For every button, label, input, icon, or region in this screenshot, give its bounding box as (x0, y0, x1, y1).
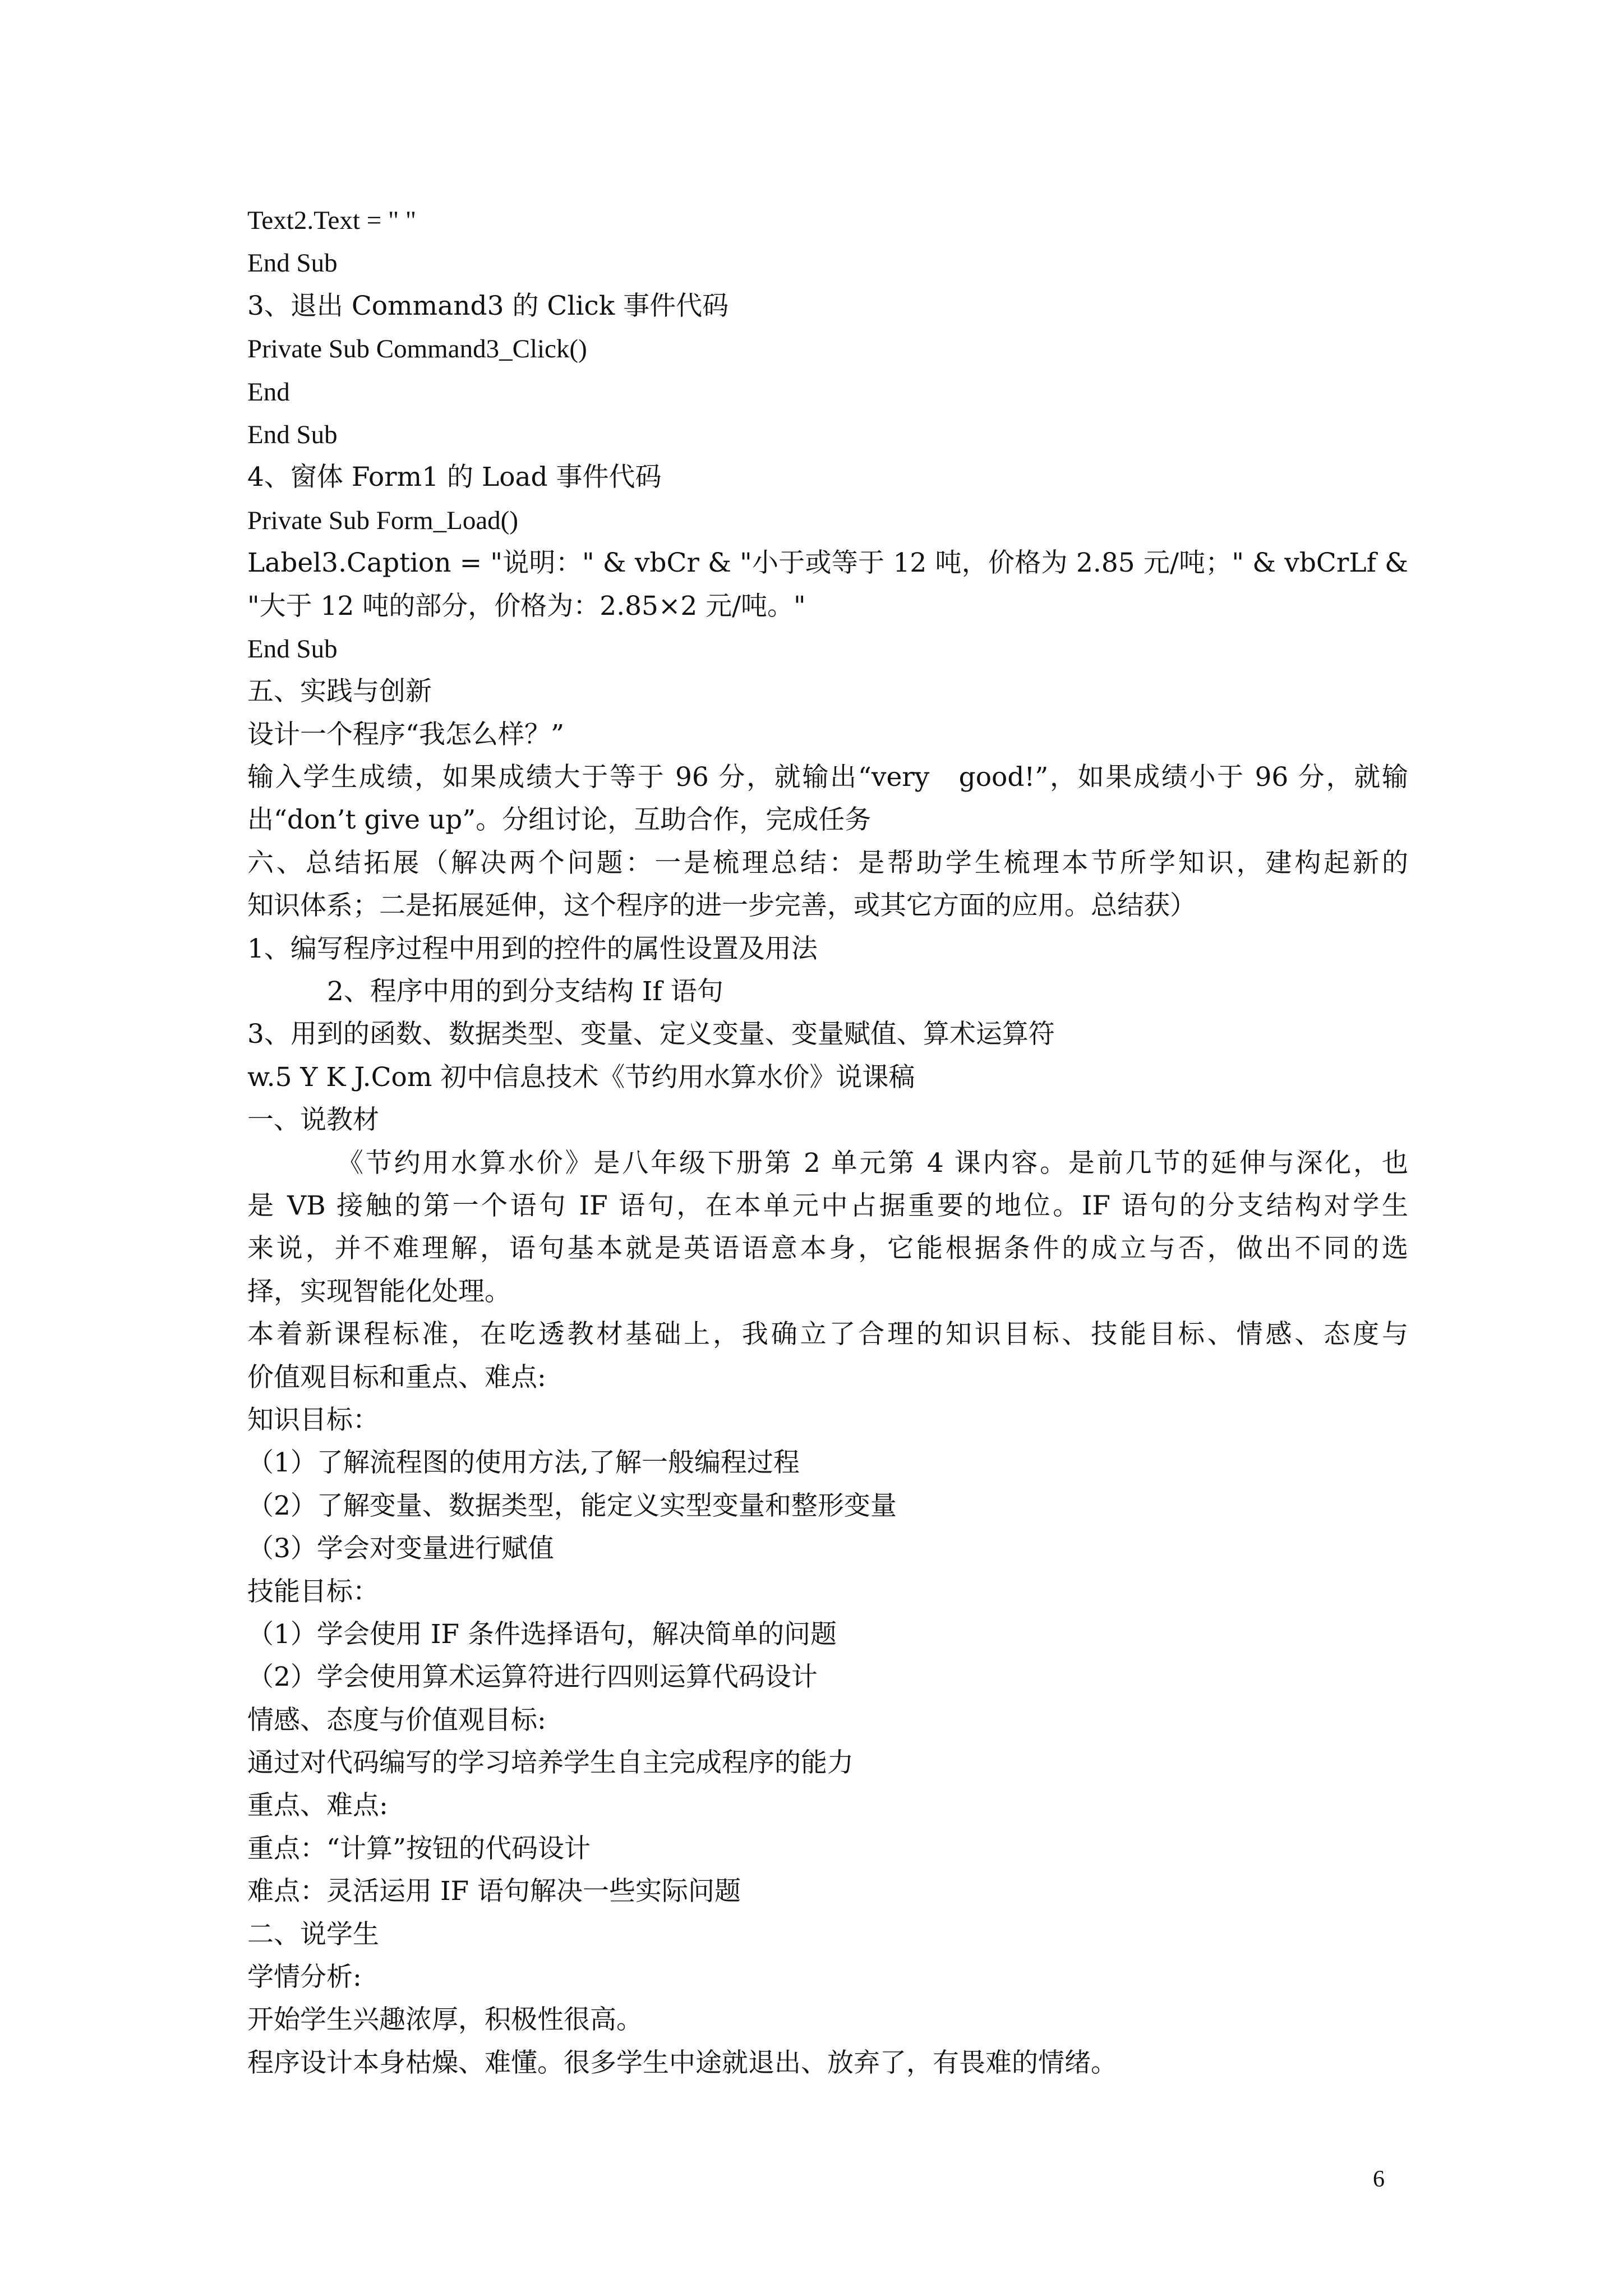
document-body (247, 199, 1408, 2085)
subheading: 重点、难点: (247, 1790, 388, 1821)
paragraph-line: 输入学生成绩，如果成绩大于等于 96 分，就输出“very good!”，如果成绩小于 96 分，就输 (247, 762, 1408, 793)
document-title-line: w.5 Y K J.Com 初中信息技术《节约用水算水价》说课稿 (247, 1061, 915, 1093)
subheading: 学情分析: (247, 1962, 362, 1993)
paragraph-line: 重点：“计算”按钮的代码设计 (247, 1833, 591, 1864)
list-item: 1、编写程序过程中用到的控件的属性设置及用法 (247, 933, 818, 964)
paragraph-line: 本着新课程标准，在吃透教材基础上，我确立了合理的知识目标、技能目标、情感、态度与 (247, 1319, 1408, 1350)
list-item: 2、程序中用的到分支结构 If 语句 (327, 976, 723, 1007)
code-line: "大于 12 吨的部分，价格为：2.85×2 元/吨。" (247, 590, 806, 622)
code-line: Label3.Caption = "说明：" & vbCr & "小于或等于 12 吨，价格为 2.85 元/吨；" & vbCrLf & (247, 547, 1408, 579)
code-line: Text2.Text = " " (247, 206, 417, 235)
code-line: Private Sub Command3_Click() (247, 334, 587, 364)
paragraph-line: 开始学生兴趣浓厚，积极性很高。 (247, 2004, 643, 2036)
list-item: （1）学会使用 IF 条件选择语句，解决简单的问题 (247, 1618, 837, 1650)
subheading: 技能目标： (247, 1576, 379, 1607)
paragraph-line: 难点：灵活运用 IF 语句解决一些实际问题 (247, 1876, 741, 1907)
list-item: （3）学会对变量进行赋值 (247, 1533, 554, 1565)
code-line: End Sub (247, 420, 338, 449)
paragraph-line: 《节约用水算水价》是八年级下册第 2 单元第 4 课内容。是前几节的延伸与深化，也 (337, 1147, 1408, 1179)
paragraph-line: 程序设计本身枯燥、难懂。很多学生中途就退出、放弃了，有畏难的情绪。 (247, 2047, 1117, 2078)
code-line: End Sub (247, 249, 338, 278)
section-item: 3、退出 Command3 的 Click 事件代码 (247, 290, 729, 321)
list-item: 3、用到的函数、数据类型、变量、定义变量、变量赋值、算术运算符 (247, 1019, 1055, 1050)
paragraph-line: 是 VB 接触的第一个语句 IF 语句，在本单元中占据重要的地位。IF 语句的分支结构对学生 (247, 1190, 1408, 1221)
section-heading: 五、实践与创新 (247, 676, 432, 707)
code-line: End (247, 377, 290, 407)
subheading: 情感、态度与价值观目标: (247, 1704, 546, 1736)
code-line: End Sub (247, 634, 338, 664)
code-line: Private Sub Form_Load() (247, 505, 518, 535)
paragraph-line: 出“don’t give up”。分组讨论，互助合作，完成任务 (247, 804, 872, 836)
section-item: 4、窗体 Form1 的 Load 事件代码 (247, 462, 662, 493)
section-heading: 一、说教材 (247, 1105, 379, 1136)
paragraph-line: 设计一个程序“我怎么样？” (247, 719, 565, 750)
page-number: 6 (1373, 2166, 1385, 2192)
list-item: （2）了解变量、数据类型，能定义实型变量和整形变量 (247, 1490, 897, 1521)
section-heading: 二、说学生 (247, 1918, 379, 1950)
paragraph-line: 来说，并不难理解，语句基本就是英语语意本身，它能根据条件的成立与否，做出不同的选 (247, 1233, 1408, 1264)
paragraph-line: 价值观目标和重点、难点: (247, 1361, 546, 1393)
paragraph-line: 知识体系；二是拓展延伸，这个程序的进一步完善，或其它方面的应用。总结获） (247, 890, 1196, 922)
paragraph-line: 通过对代码编写的学习培养学生自主完成程序的能力 (247, 1747, 854, 1779)
list-item: （2）学会使用算术运算符进行四则运算代码设计 (247, 1662, 818, 1693)
section-heading: 六、总结拓展（解决两个问题：一是梳理总结：是帮助学生梳理本节所学知识，建构起新的 (247, 847, 1408, 878)
list-item: （1）了解流程图的使用方法,了解一般编程过程 (247, 1447, 800, 1479)
paragraph-line: 择，实现智能化处理。 (247, 1276, 511, 1307)
subheading: 知识目标： (247, 1404, 379, 1435)
